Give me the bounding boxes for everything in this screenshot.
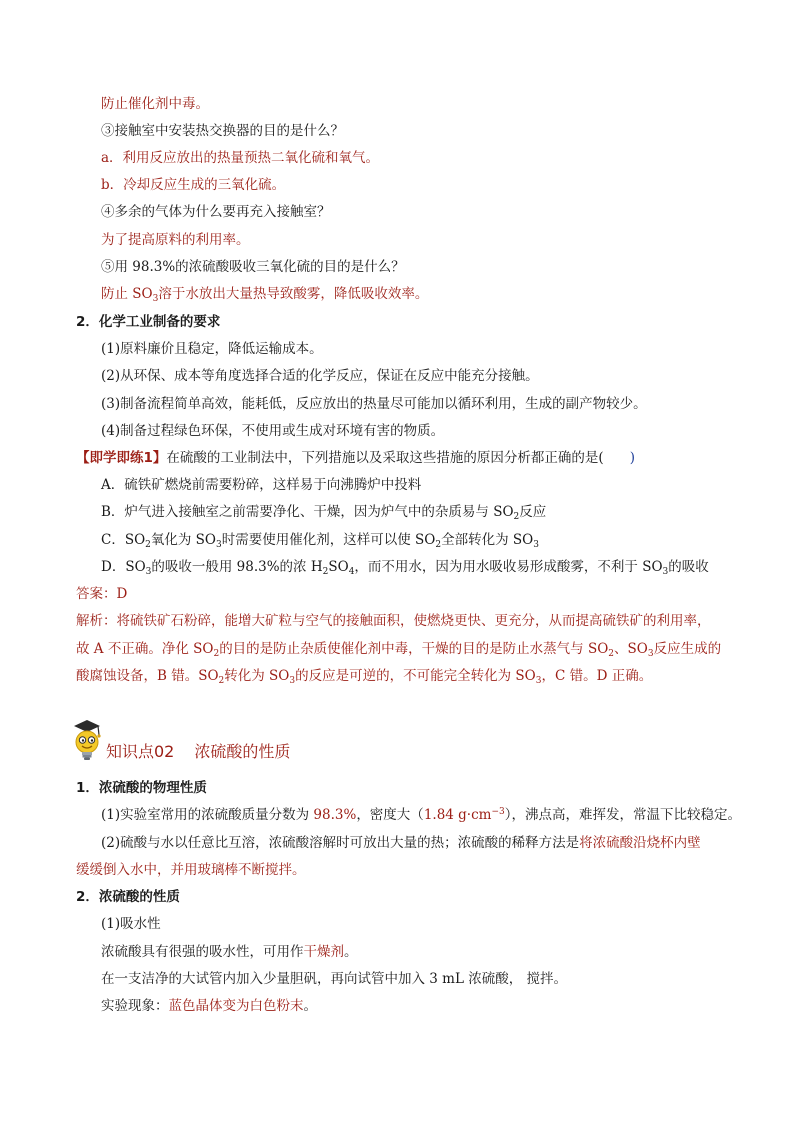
answer-4: 为了提高原料的利用率。 xyxy=(101,232,250,248)
property-line: (1)实验室常用的浓硫酸质量分数为 98.3%，密度大（1.84 $g\cdot cm^{-3}$），沸点高，难挥发，常温下比较稳定。 xyxy=(101,807,741,823)
answer-3b: b．冷却反应生成的三氧化硫。 xyxy=(101,177,286,193)
option-b: B．炉气进入接触室之前需要净化、干燥，因为炉气中的杂质易与 $SO_2$反应 xyxy=(101,504,547,522)
property-line: 浓硫酸具有很强的吸水性，可用作干燥剂。 xyxy=(101,944,358,960)
explanation-line: 酸腐蚀设备，B 错。$SO_2$转化为 $SO_3$的反应是可逆的，不可能完全转化为 $SO_3$，C 错。D 正确。 xyxy=(76,668,653,686)
experiment-line: 在一支洁净的大试管内加入少量胆矾，再向试管中加入 3 mL 浓硫酸， 搅拌。 xyxy=(101,971,568,987)
requirement-item: (1)原料廉价且稳定，降低运输成本。 xyxy=(101,341,323,357)
option-d: D．$SO_3$的吸收一般用 98.3%的浓 $H_2SO_4$，而不用水，因为用水吸收易形成酸雾，不利于 $SO_3$的吸收 xyxy=(101,559,709,577)
answer-3a: a．利用反应放出的热量预热二氧化硫和氧气。 xyxy=(101,150,380,166)
requirement-item: (2)从环保、成本等角度选择合适的化学反应，保证在反应中能充分接触。 xyxy=(101,368,539,384)
property-line: 缓缓倒入水中，并用玻璃棒不断搅拌。 xyxy=(76,862,306,878)
experiment-result: 实验现象：蓝色晶体变为白色粉末。 xyxy=(101,998,317,1014)
explanation-line: 故 A 不正确。净化 $SO_2$的目的是防止杂质使催化剂中毒，干燥的目的是防止水蒸气与 $SO_2$、$SO_3$反应生成的 xyxy=(76,641,722,659)
knowledge-point-title xyxy=(106,741,290,763)
exercise-tag: 【即学即练1】 xyxy=(76,450,167,466)
section-heading: 1．浓硫酸的物理性质 xyxy=(76,780,207,796)
answer-label: 答案：D xyxy=(76,586,128,602)
answer-5: 防止 $SO_3$溶于水放出大量热导致酸雾，降低吸收效率。 xyxy=(101,286,429,304)
explanation-line: 解析：将硫铁矿石粉碎，能增大矿粒与空气的接触面积，使燃烧更快、更充分，从而提高硫铁矿的利用率， xyxy=(76,613,711,629)
exercise-stem: 【即学即练1】在硫酸的工业制法中，下列措施以及采取这些措施的原因分析都正确的是( ) xyxy=(76,450,635,466)
question-4: ④多余的气体为什么要再充入接触室？ xyxy=(101,204,331,220)
scholar-bulb-icon xyxy=(70,718,104,762)
section-heading: 2．浓硫酸的性质 xyxy=(76,889,180,905)
knowledge-point-name: 浓硫酸的性质 xyxy=(194,742,291,761)
requirement-item: (3)制备流程简单高效，能耗低，反应放出的热量尽可能加以循环利用，生成的副产物较少。 xyxy=(101,396,647,412)
option-a: A．硫铁矿燃烧前需要粉碎，这样易于向沸腾炉中投料 xyxy=(101,477,422,493)
property-line: (2)硫酸与水以任意比互溶，浓硫酸溶解时可放出大量的热；浓硫酸的稀释方法是将浓硫酸沿烧杯内壁 xyxy=(101,835,701,851)
answer-line: 防止催化剂中毒。 xyxy=(101,96,209,112)
question-3: ③接触室中安装热交换器的目的是什么？ xyxy=(101,123,344,139)
knowledge-point-label: 知识点02 xyxy=(106,742,175,761)
requirement-item: (4)制备过程绿色环保，不使用或生成对环境有害的物质。 xyxy=(101,423,445,439)
section-heading: 2．化学工业制备的要求 xyxy=(76,314,221,330)
question-5: ⑤用 98.3%的浓硫酸吸收三氧化硫的目的是什么？ xyxy=(101,259,405,275)
option-c: C．$SO_2$氧化为 $SO_3$时需要使用催化剂，这样可以使 $SO_2$全部转化为 $SO_3$ xyxy=(101,532,539,550)
subheading: (1)吸水性 xyxy=(101,916,161,932)
